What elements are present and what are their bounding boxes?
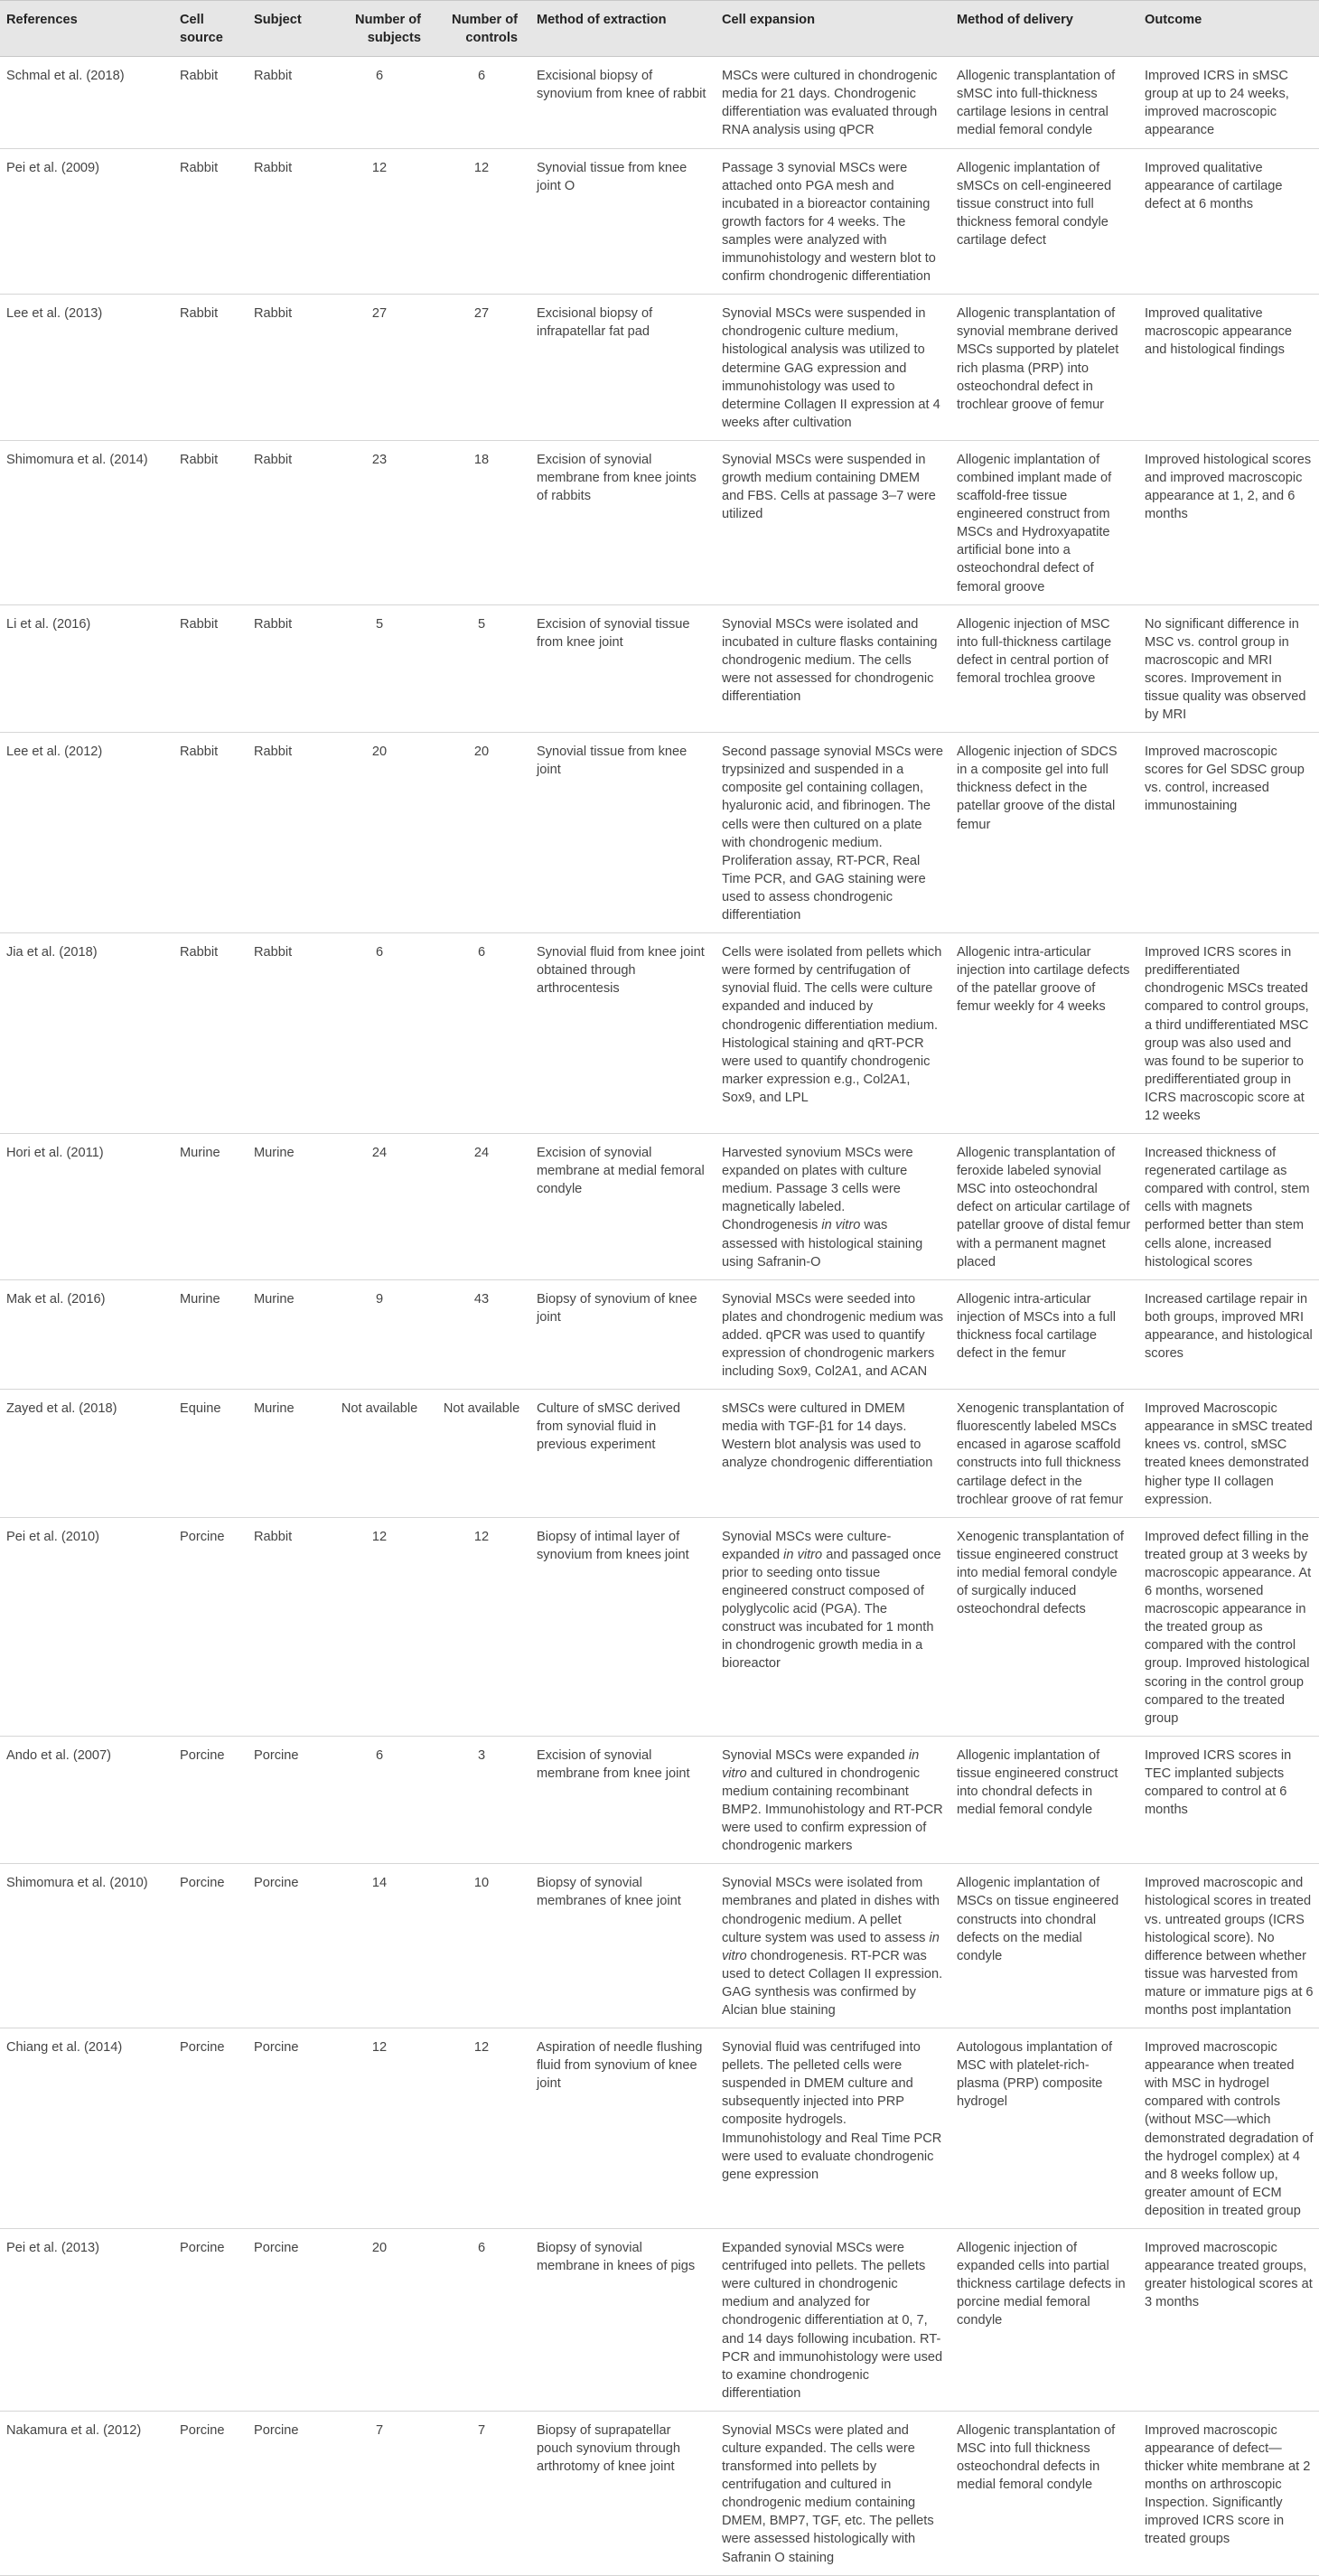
cell-number-of-subjects: 6 [324,933,432,1134]
cell-number-of-subjects: 12 [324,2028,432,2229]
cell-method-of-extraction: Excisional biopsy of synovium from knee of rabbit [529,57,714,148]
cell-subject: Porcine [246,1736,324,1864]
cell-outcome: Improved Macroscopic appearance in sMSC treated knees vs. control, sMSC treated knees demonstrated higher type II collagen expression. [1137,1390,1319,1518]
cell-cell-expansion: Synovial MSCs were suspended in chondrogenic culture medium, histological analysis was utilized to determine GAG expression and immunohistology was used to determine Collagen II expression at 4 weeks after cultivation [714,295,949,441]
cell-cell-expansion [714,1736,949,1864]
cell-cell-expansion: Synovial MSCs were isolated and incubated in culture flasks containing chondrogenic medium. The cells were not assessed for chondrogenic differentiation [714,604,949,733]
cell-method-of-delivery: Xenogenic transplantation of tissue engineered construct into medial femoral condyle of surgically induced osteochondral defects [949,1517,1137,1736]
cell-method-of-delivery: Allogenic transplantation of synovial membrane derived MSCs supported by platelet rich plasma (PRP) into osteochondral defect in trochlear groove of femur [949,295,1137,441]
cell-cell-source: Rabbit [172,440,246,604]
cell-subject: Rabbit [246,57,324,148]
cell-reference: Li et al. (2016) [0,604,172,733]
table-row [0,148,1319,295]
cell-method-of-delivery: Allogenic transplantation of sMSC into full-thickness cartilage lesions in central medial femoral condyle [949,57,1137,148]
cell-method-of-delivery: Allogenic implantation of MSCs on tissue engineered constructs into chondral defects on the medial condyle [949,1864,1137,2028]
cell-cell-source: Porcine [172,1736,246,1864]
cell-outcome: Improved macroscopic scores for Gel SDSC group vs. control, increased immunostaining [1137,733,1319,933]
cell-outcome: Improved histological scores and improved macroscopic appearance at 1, 2, and 6 months [1137,440,1319,604]
cell-subject: Rabbit [246,733,324,933]
cell-outcome: Improved ICRS scores in TEC implanted subjects compared to control at 6 months [1137,1736,1319,1864]
cell-expansion-text: was assessed with histological staining using Safranin-O [722,1218,923,1269]
cell-number-of-controls: Not available [432,1390,529,1518]
table-row [0,57,1319,148]
cell-method-of-delivery: Allogenic implantation of combined implant made of scaffold-free tissue engineered construct from MSCs and Hydroxyapatite artificial bone into a osteochondral defect of femoral groove [949,440,1137,604]
cell-cell-expansion: Expanded synovial MSCs were centrifuged into pellets. The pellets were cultured in chondrogenic medium and analyzed for chondrogenic differentiation at 0, 7, and 14 days following incubation. RT-PCR and immunohistology were used to examine chondrogenic differentiation [714,2229,949,2412]
cell-cell-expansion: Passage 3 synovial MSCs were attached onto PGA mesh and incubated in a bioreactor containing growth factors for 4 weeks. The samples were analyzed with immunohistology and western blot to confirm chondrogenic differentiation [714,148,949,295]
table-header [0,1,1319,57]
header-cell-expansion: Cell expansion [714,1,949,57]
cell-method-of-delivery: Allogenic intra-articular injection into cartilage defects of the patellar groove of femur weekly for 4 weeks [949,933,1137,1134]
cell-reference: Pei et al. (2009) [0,148,172,295]
cell-subject: Porcine [246,2411,324,2575]
cell-number-of-controls: 18 [432,440,529,604]
header-method-of-delivery: Method of delivery [949,1,1137,57]
cell-method-of-extraction: Excision of synovial membrane from knee joint [529,1736,714,1864]
cell-cell-source: Equine [172,1390,246,1518]
cell-reference: Jia et al. (2018) [0,933,172,1134]
cell-expansion-italic: in vitro [783,1547,823,1562]
cell-method-of-delivery: Xenogenic transplantation of fluorescently labeled MSCs encased in agarose scaffold constructs into full thickness cartilage defect in the trochlear groove of rat femur [949,1390,1137,1518]
cell-outcome: Improved macroscopic appearance treated groups, greater histological scores at 3 months [1137,2229,1319,2412]
cell-number-of-subjects: 7 [324,2411,432,2575]
table-body [0,57,1319,2575]
cell-outcome: Improved ICRS in sMSC group at up to 24 weeks, improved macroscopic appearance [1137,57,1319,148]
cell-number-of-controls: 10 [432,1864,529,2028]
cell-reference: Shimomura et al. (2014) [0,440,172,604]
cell-cell-expansion: sMSCs were cultured in DMEM media with TGF-β1 for 14 days. Western blot analysis was used to analyze chondrogenic differentiation [714,1390,949,1518]
cell-subject: Murine [246,1390,324,1518]
cell-cell-source: Rabbit [172,604,246,733]
cell-cell-source: Porcine [172,2229,246,2412]
cell-method-of-extraction: Excision of synovial tissue from knee joint [529,604,714,733]
cell-method-of-extraction: Biopsy of intimal layer of synovium from knees joint [529,1517,714,1736]
table-row [0,295,1319,441]
table-row [0,1517,1319,1736]
cell-method-of-delivery: Allogenic implantation of tissue engineered construct into chondral defects in medial femoral condyle [949,1736,1137,1864]
cell-method-of-extraction: Excision of synovial membrane from knee joints of rabbits [529,440,714,604]
cell-cell-source: Porcine [172,2028,246,2229]
table-row [0,440,1319,604]
cell-expansion-text: Synovial MSCs were isolated from membranes and plated in dishes with chondrogenic medium. A pellet culture system was used to assess [722,1876,940,1945]
cell-number-of-subjects: 5 [324,604,432,733]
cell-number-of-subjects: 9 [324,1279,432,1389]
cell-cell-expansion: Synovial fluid was centrifuged into pellets. The pelleted cells were suspended in DMEM culture and subsequently injected into PRP composite hydrogels. Immunohistology and Real Time PCR were used to evaluate chondrogenic gene expression [714,2028,949,2229]
cell-number-of-controls: 27 [432,295,529,441]
cell-cell-expansion: Cells were isolated from pellets which were formed by centrifugation of synovial fluid. The cells were culture expanded and induced by chondrogenic differentiation medium. Histological staining and qRT-PCR were used to quantify chondrogenic marker expression e.g., Col2A1, Sox9, and LPL [714,933,949,1134]
cell-method-of-delivery: Allogenic transplantation of MSC into full thickness osteochondral defects in medial femoral condyle [949,2411,1137,2575]
table-row [0,2229,1319,2412]
header-cell-source: Cell source [172,1,246,57]
cell-outcome: Improved macroscopic appearance of defect—thicker white membrane at 2 months on arthroscopic Inspection. Significantly improved ICRS score in treated groups [1137,2411,1319,2575]
table-row [0,604,1319,733]
header-references: References [0,1,172,57]
header-method-of-extraction: Method of extraction [529,1,714,57]
cell-method-of-extraction: Synovial tissue from knee joint O [529,148,714,295]
cell-outcome: Improved qualitative appearance of cartilage defect at 6 months [1137,148,1319,295]
cell-reference: Nakamura et al. (2012) [0,2411,172,2575]
cell-cell-expansion: Synovial MSCs were suspended in growth medium containing DMEM and FBS. Cells at passage 3–7 were utilized [714,440,949,604]
header-row [0,1,1319,57]
cell-method-of-delivery: Allogenic injection of expanded cells into partial thickness cartilage defects in porcine medial femoral condyle [949,2229,1137,2412]
cell-number-of-subjects: Not available [324,1390,432,1518]
cell-cell-source: Murine [172,1279,246,1389]
cell-reference: Ando et al. (2007) [0,1736,172,1864]
cell-cell-source: Murine [172,1134,246,1280]
cell-number-of-subjects: 12 [324,1517,432,1736]
cell-number-of-subjects: 6 [324,57,432,148]
cell-method-of-delivery: Allogenic injection of MSC into full-thickness cartilage defect in central portion of femoral trochlea groove [949,604,1137,733]
cell-method-of-extraction: Excisional biopsy of infrapatellar fat pad [529,295,714,441]
table-row [0,1390,1319,1518]
cell-number-of-subjects: 6 [324,1736,432,1864]
cell-method-of-extraction: Biopsy of suprapatellar pouch synovium through arthrotomy of knee joint [529,2411,714,2575]
cell-outcome: Improved macroscopic appearance when treated with MSC in hydrogel compared with controls (without MSC—which demonstrated degradation of the hydrogel complex) at 4 and 8 weeks follow up, greater amount of ECM deposition in treated group [1137,2028,1319,2229]
cell-cell-source: Rabbit [172,295,246,441]
cell-method-of-extraction: Culture of sMSC derived from synovial fluid in previous experiment [529,1390,714,1518]
cell-reference: Shimomura et al. (2010) [0,1864,172,2028]
cell-method-of-extraction: Biopsy of synovial membranes of knee joint [529,1864,714,2028]
table-row [0,2411,1319,2575]
cell-number-of-controls: 20 [432,733,529,933]
cell-number-of-subjects: 23 [324,440,432,604]
cell-reference: Pei et al. (2010) [0,1517,172,1736]
cell-method-of-delivery: Allogenic transplantation of feroxide labeled synovial MSC into osteochondral defect on articular cartilage of patellar groove of distal femur with a permanent magnet placed [949,1134,1137,1280]
cell-number-of-controls: 12 [432,2028,529,2229]
cell-outcome: Increased cartilage repair in both groups, improved MRI appearance, and histological scores [1137,1279,1319,1389]
cell-number-of-controls: 12 [432,1517,529,1736]
cell-number-of-controls: 7 [432,2411,529,2575]
cell-cell-source: Porcine [172,2411,246,2575]
header-subject: Subject [246,1,324,57]
cell-cell-expansion: MSCs were cultured in chondrogenic media for 21 days. Chondrogenic differentiation was evaluated through RNA analysis using qPCR [714,57,949,148]
cell-cell-source: Rabbit [172,933,246,1134]
cell-number-of-controls: 5 [432,604,529,733]
cell-number-of-controls: 6 [432,2229,529,2412]
cell-reference: Mak et al. (2016) [0,1279,172,1389]
cell-method-of-extraction: Excision of synovial membrane at medial femoral condyle [529,1134,714,1280]
cell-method-of-delivery: Autologous implantation of MSC with platelet-rich-plasma (PRP) composite hydrogel [949,2028,1137,2229]
cell-number-of-controls: 12 [432,148,529,295]
cell-outcome: No significant difference in MSC vs. control group in macroscopic and MRI scores. Improvement in tissue quality was observed by MRI [1137,604,1319,733]
table-row [0,1864,1319,2028]
cell-number-of-subjects: 20 [324,733,432,933]
cell-reference: Zayed et al. (2018) [0,1390,172,1518]
table-row [0,733,1319,933]
cell-subject: Murine [246,1279,324,1389]
cell-method-of-delivery: Allogenic injection of SDCS in a composite gel into full thickness defect in the patellar groove of the distal femur [949,733,1137,933]
cell-expansion-text: Synovial MSCs were culture-expanded [722,1529,892,1562]
cell-method-of-extraction: Synovial tissue from knee joint [529,733,714,933]
cell-cell-source: Rabbit [172,733,246,933]
cell-method-of-delivery: Allogenic intra-articular injection of MSCs into a full thickness focal cartilage defect in the femur [949,1279,1137,1389]
cell-cell-source: Porcine [172,1864,246,2028]
cell-expansion-text: and cultured in chondrogenic medium containing recombinant BMP2. Immunohistology and RT-PCR were used to confirm expression of chondrogenic markers [722,1766,943,1854]
cell-number-of-subjects: 27 [324,295,432,441]
cell-subject: Porcine [246,1864,324,2028]
cell-outcome: Increased thickness of regenerated cartilage as compared with control, stem cells with magnets performed better than stem cells alone, increased histological scores [1137,1134,1319,1280]
cell-number-of-controls: 6 [432,933,529,1134]
cell-method-of-extraction: Synovial fluid from knee joint obtained through arthrocentesis [529,933,714,1134]
cell-outcome: Improved ICRS scores in predifferentiated chondrogenic MSCs treated compared to control groups, a third undifferentiated MSC group was also used and was found to be superior to predifferentiated group in ICRS macroscopic score at 12 weeks [1137,933,1319,1134]
cell-number-of-controls: 6 [432,57,529,148]
cell-reference: Schmal et al. (2018) [0,57,172,148]
cell-cell-source: Porcine [172,1517,246,1736]
cell-reference: Lee et al. (2013) [0,295,172,441]
header-outcome: Outcome [1137,1,1319,57]
cell-expansion-text: chondrogenesis. RT-PCR was used to detect Collagen II expression. GAG synthesis was confirmed by Alcian blue staining [722,1948,943,2018]
cell-subject: Rabbit [246,148,324,295]
cell-number-of-controls: 24 [432,1134,529,1280]
cell-number-of-controls: 3 [432,1736,529,1864]
cell-cell-expansion: Synovial MSCs were plated and culture expanded. The cells were transformed into pellets by centrifugation and cultured in chondrogenic medium containing DMEM, BMP7, TGF, etc. The pellets were assessed histologically with Safranin O staining [714,2411,949,2575]
header-number-of-controls: Number of controls [432,1,529,57]
cell-subject: Rabbit [246,604,324,733]
cell-cell-source: Rabbit [172,148,246,295]
cell-cell-expansion [714,1864,949,2028]
cell-cell-expansion: Second passage synovial MSCs were trypsinized and suspended in a composite gel containing collagen, hyaluronic acid, and fibrinogen. The cells were then cultured on a plate with chondrogenic medium. Proliferation assay, RT-PCR, Real Time PCR, and GAG staining were used to assess chondrogenic differentiation [714,733,949,933]
cell-method-of-extraction: Biopsy of synovial membrane in knees of pigs [529,2229,714,2412]
table-row [0,1279,1319,1389]
cell-outcome: Improved defect filling in the treated group at 3 weeks by macroscopic appearance. At 6 months, worsened macroscopic appearance in the treated group as compared with the control group. Improved histological scoring in the control group compared to the treated group [1137,1517,1319,1736]
table-row [0,933,1319,1134]
table-row [0,1134,1319,1280]
cell-expansion-text: Synovial MSCs were expanded [722,1747,909,1763]
cell-subject: Porcine [246,2028,324,2229]
cell-number-of-controls: 43 [432,1279,529,1389]
cell-cell-expansion [714,1134,949,1280]
cell-outcome: Improved qualitative macroscopic appearance and histological findings [1137,295,1319,441]
cell-method-of-extraction: Aspiration of needle flushing fluid from synovium of knee joint [529,2028,714,2229]
cell-number-of-subjects: 24 [324,1134,432,1280]
cell-expansion-text: Harvested synovium MSCs were expanded on plates with culture medium. Passage 3 cells were magnetically labeled. Chondrogenesis [722,1146,913,1233]
cell-expansion-italic: in vitro [722,1747,920,1781]
header-number-of-subjects: Number of subjects [324,1,432,57]
cell-reference: Hori et al. (2011) [0,1134,172,1280]
cell-method-of-extraction: Biopsy of synovium of knee joint [529,1279,714,1389]
cell-subject: Rabbit [246,440,324,604]
cell-subject: Murine [246,1134,324,1280]
cell-reference: Pei et al. (2013) [0,2229,172,2412]
cell-number-of-subjects: 14 [324,1864,432,2028]
cell-number-of-subjects: 20 [324,2229,432,2412]
cell-number-of-subjects: 12 [324,148,432,295]
table-row [0,1736,1319,1864]
cell-expansion-italic: in vitro [821,1218,861,1233]
cell-expansion-italic: in vitro [722,1930,940,1963]
cell-cell-source: Rabbit [172,57,246,148]
cell-reference: Lee et al. (2012) [0,733,172,933]
cell-expansion-text: and passaged once prior to seeding onto tissue engineered construct composed of polyglycolic acid (PGA). The construct was incubated for 1 month in chondrogenic growth media in a bioreactor [722,1547,941,1672]
cell-subject: Rabbit [246,1517,324,1736]
cell-reference: Chiang et al. (2014) [0,2028,172,2229]
cell-subject: Porcine [246,2229,324,2412]
cell-cell-expansion: Synovial MSCs were seeded into plates and chondrogenic medium was added. qPCR was used to quantify expression of chondrogenic markers including Sox9, Col2A1, and ACAN [714,1279,949,1389]
cell-cell-expansion [714,1517,949,1736]
table-row [0,2028,1319,2229]
cell-subject: Rabbit [246,295,324,441]
cell-method-of-delivery: Allogenic implantation of sMSCs on cell-engineered tissue construct into full thickness femoral condyle cartilage defect [949,148,1137,295]
cell-outcome: Improved macroscopic and histological scores in treated vs. untreated groups (ICRS histological score). No difference between whether tissue was harvested from mature or immature pigs at 6 months post implantation [1137,1864,1319,2028]
cell-subject: Rabbit [246,933,324,1134]
